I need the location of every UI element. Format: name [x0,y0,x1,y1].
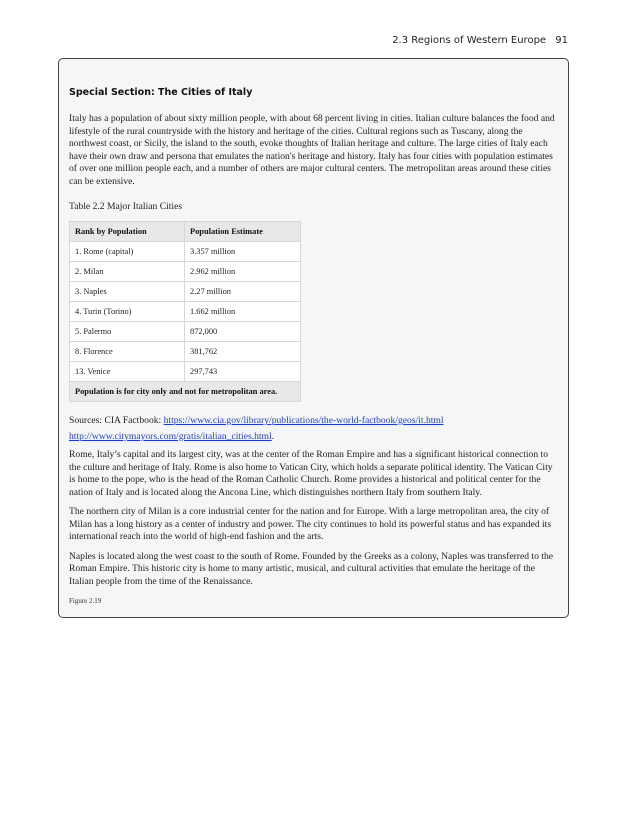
table-header-row [70,222,301,242]
table-row [70,242,301,262]
population-cell: 2.962 million [185,262,301,282]
city-rank-cell: 4. Turin (Torino) [70,302,185,322]
city-rank-cell: 1. Rome (capital) [70,242,185,262]
population-cell: 1.662 million [185,302,301,322]
sources-trailing-period: . [271,431,275,442]
italian-cities-table [69,221,301,402]
population-cell: 3.357 million [185,242,301,262]
population-cell: 2.27 million [185,282,301,302]
table-row [70,362,301,382]
table-row [70,282,301,302]
table-row [70,342,301,362]
city-rank-cell: 5. Palermo [70,322,185,342]
special-section-box [58,58,569,618]
table-footnote: Population is for city only and not for metropolitan area. [70,382,301,402]
column-header-rank: Rank by Population [70,222,185,242]
population-cell: 381,762 [185,342,301,362]
section-title: 2.3 Regions of Western Europe [392,35,547,46]
special-section-title: Special Section: The Cities of Italy [69,87,253,98]
citymayors-link[interactable]: http://www.citymayors.com/gratis/italian_cities.html [69,431,272,442]
milan-paragraph: The northern city of Milan is a core industrial center for the nation and for Europe. With a large metropolitan area, the city of Milan has a long history as a center of industry and power. The city continues to hold its powerful status and has expanded its international reach into the world of high-end fashion and the arts. [69,506,552,542]
cia-factbook-link[interactable]: https://www.cia.gov/library/publications/the-world-factbook/geos/it.html [163,415,444,426]
intro-paragraph: Italy has a population of about sixty million people, with about 68 percent living in cities. Italian culture balances the food and lifestyle of the rural countryside with the history and heritage of the cities. Cultural regions such as Tuscany, along the northwest coast, or Sicily, the island to the south, evoke thoughts of Italian heritage and culture. The large cities of Italy each have their own draw and persona that emulates the nation's heritage and history. Italy has four cities with population estimates of over one million people each, and a number of others are major cultural centers. The metropolitan areas around these cities can be extensive. [69,113,555,187]
page-number: 91 [555,35,568,46]
city-rank-cell: 13. Venice [70,362,185,382]
table-row [70,322,301,342]
running-header [392,35,568,46]
sources-label: Sources: CIA Factbook: [69,415,164,426]
population-cell: 297,743 [185,362,301,382]
sources-line-2 [69,431,558,442]
rome-paragraph: Rome, Italy’s capital and its largest city, was at the center of the Roman Empire and has a significant historical connection to the culture and heritage of Italy. Rome is also home to Vatican City, which holds a separate political identity. The Vatican City is home to the pope, who is the head of the Roman Catholic Church. Rome provides a historical and political center for the nation of Italy and is located along the Ancona Line, which distinguishes northern Italy from southern Italy. [69,449,553,498]
table-caption: Table 2.2 Major Italian Cities [69,201,183,212]
table-footnote-row [70,382,301,402]
population-cell: 872,000 [185,322,301,342]
column-header-population: Population Estimate [185,222,301,242]
table-row [70,262,301,282]
naples-paragraph: Naples is located along the west coast to the south of Rome. Founded by the Greeks as a colony, Naples was transferred to the Roman Empire. This historic city is home to many artistic, musical, and cultural activities that emulate the heritage of the Italian people from the time of the Renaissance. [69,550,554,587]
city-rank-cell: 3. Naples [70,282,185,302]
figure-label: Figure 2.19 [69,597,102,605]
sources-line [69,415,558,426]
table-row [70,302,301,322]
city-rank-cell: 8. Florence [70,342,185,362]
city-rank-cell: 2. Milan [70,262,185,282]
